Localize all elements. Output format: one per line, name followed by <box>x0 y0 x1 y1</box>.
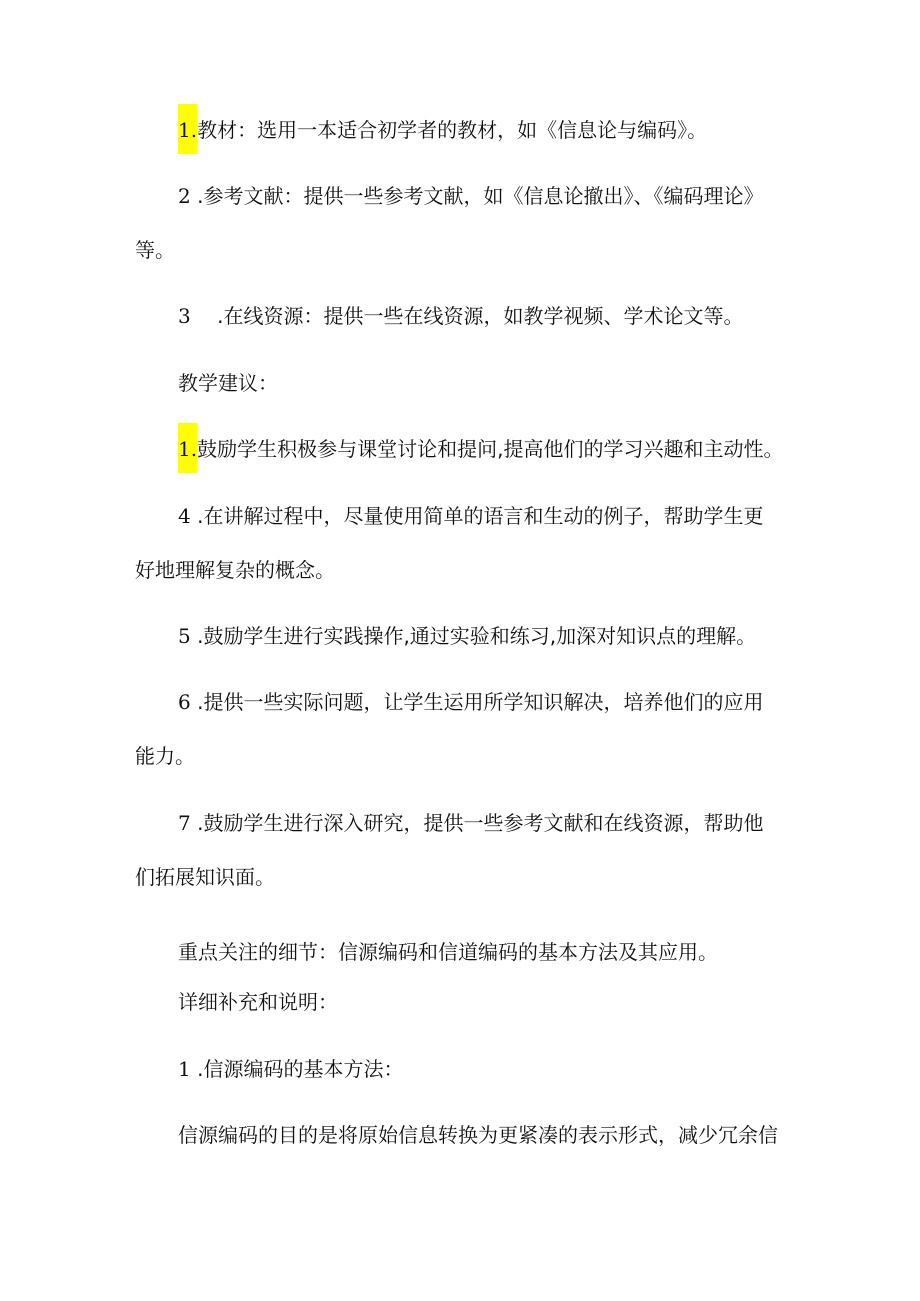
item-number: 5 <box>178 624 191 648</box>
advice-item-text: .鼓励学生进行深入研究，提供一些参考文献和在线资源，帮助他 <box>190 811 764 835</box>
advice-item-7-continuation: 们拓展知识面。 <box>135 865 275 889</box>
body-paragraph: 信源编码的目的是将原始信息转换为更紧凑的表示形式，减少冗余信 <box>178 1123 778 1147</box>
resource-item-2-continuation: 等。 <box>135 238 175 262</box>
advice-item-text: 鼓励学生积极参与课堂讨论和提问,提高他们的学习兴趣和主动性。 <box>197 437 784 461</box>
subsection-heading-text: .信源编码的基本方法： <box>190 1057 404 1081</box>
advice-item-5 <box>178 624 838 648</box>
item-number: 3 <box>178 304 191 328</box>
subsection-heading-source-coding <box>178 1057 838 1081</box>
section-heading-details: 详细补充和说明： <box>178 990 338 1014</box>
advice-item-4 <box>178 504 838 528</box>
item-number: 4 <box>178 504 191 528</box>
advice-item-1 <box>178 437 838 473</box>
resource-item-1 <box>178 118 838 154</box>
resource-item-text: .参考文献：提供一些参考文献，如《信息论撤出》、《编码理论》 <box>190 184 764 208</box>
key-details-paragraph: 重点关注的细节：信源编码和信道编码的基本方法及其应用。 <box>178 940 718 964</box>
advice-item-4-continuation: 好地理解复杂的概念。 <box>135 558 335 582</box>
resource-item-text: 教材：选用一本适合初学者的教材，如《信息论与编码》。 <box>197 118 708 142</box>
resource-item-3 <box>178 304 838 328</box>
advice-item-6 <box>178 690 838 714</box>
advice-item-6-continuation: 能力。 <box>135 744 195 768</box>
item-number: 1 <box>178 1057 191 1081</box>
section-heading-teaching-advice: 教学建议： <box>178 371 278 395</box>
resource-item-2 <box>178 184 838 208</box>
highlighted-item-number: 1. <box>178 423 197 473</box>
item-number: 2 <box>178 184 191 208</box>
item-number: 7 <box>178 811 191 835</box>
advice-item-text: .在讲解过程中，尽量使用简单的语言和生动的例子，帮助学生更 <box>190 504 764 528</box>
advice-item-text: .鼓励学生进行实践操作,通过实验和练习,加深对知识点的理解。 <box>190 624 757 648</box>
advice-item-7 <box>178 811 838 835</box>
highlighted-item-number: 1. <box>178 104 197 154</box>
resource-item-text: .在线资源：提供一些在线资源，如教学视频、学术论文等。 <box>190 304 744 328</box>
advice-item-text: .提供一些实际问题，让学生运用所学知识解决，培养他们的应用 <box>190 690 764 714</box>
item-number: 6 <box>178 690 191 714</box>
